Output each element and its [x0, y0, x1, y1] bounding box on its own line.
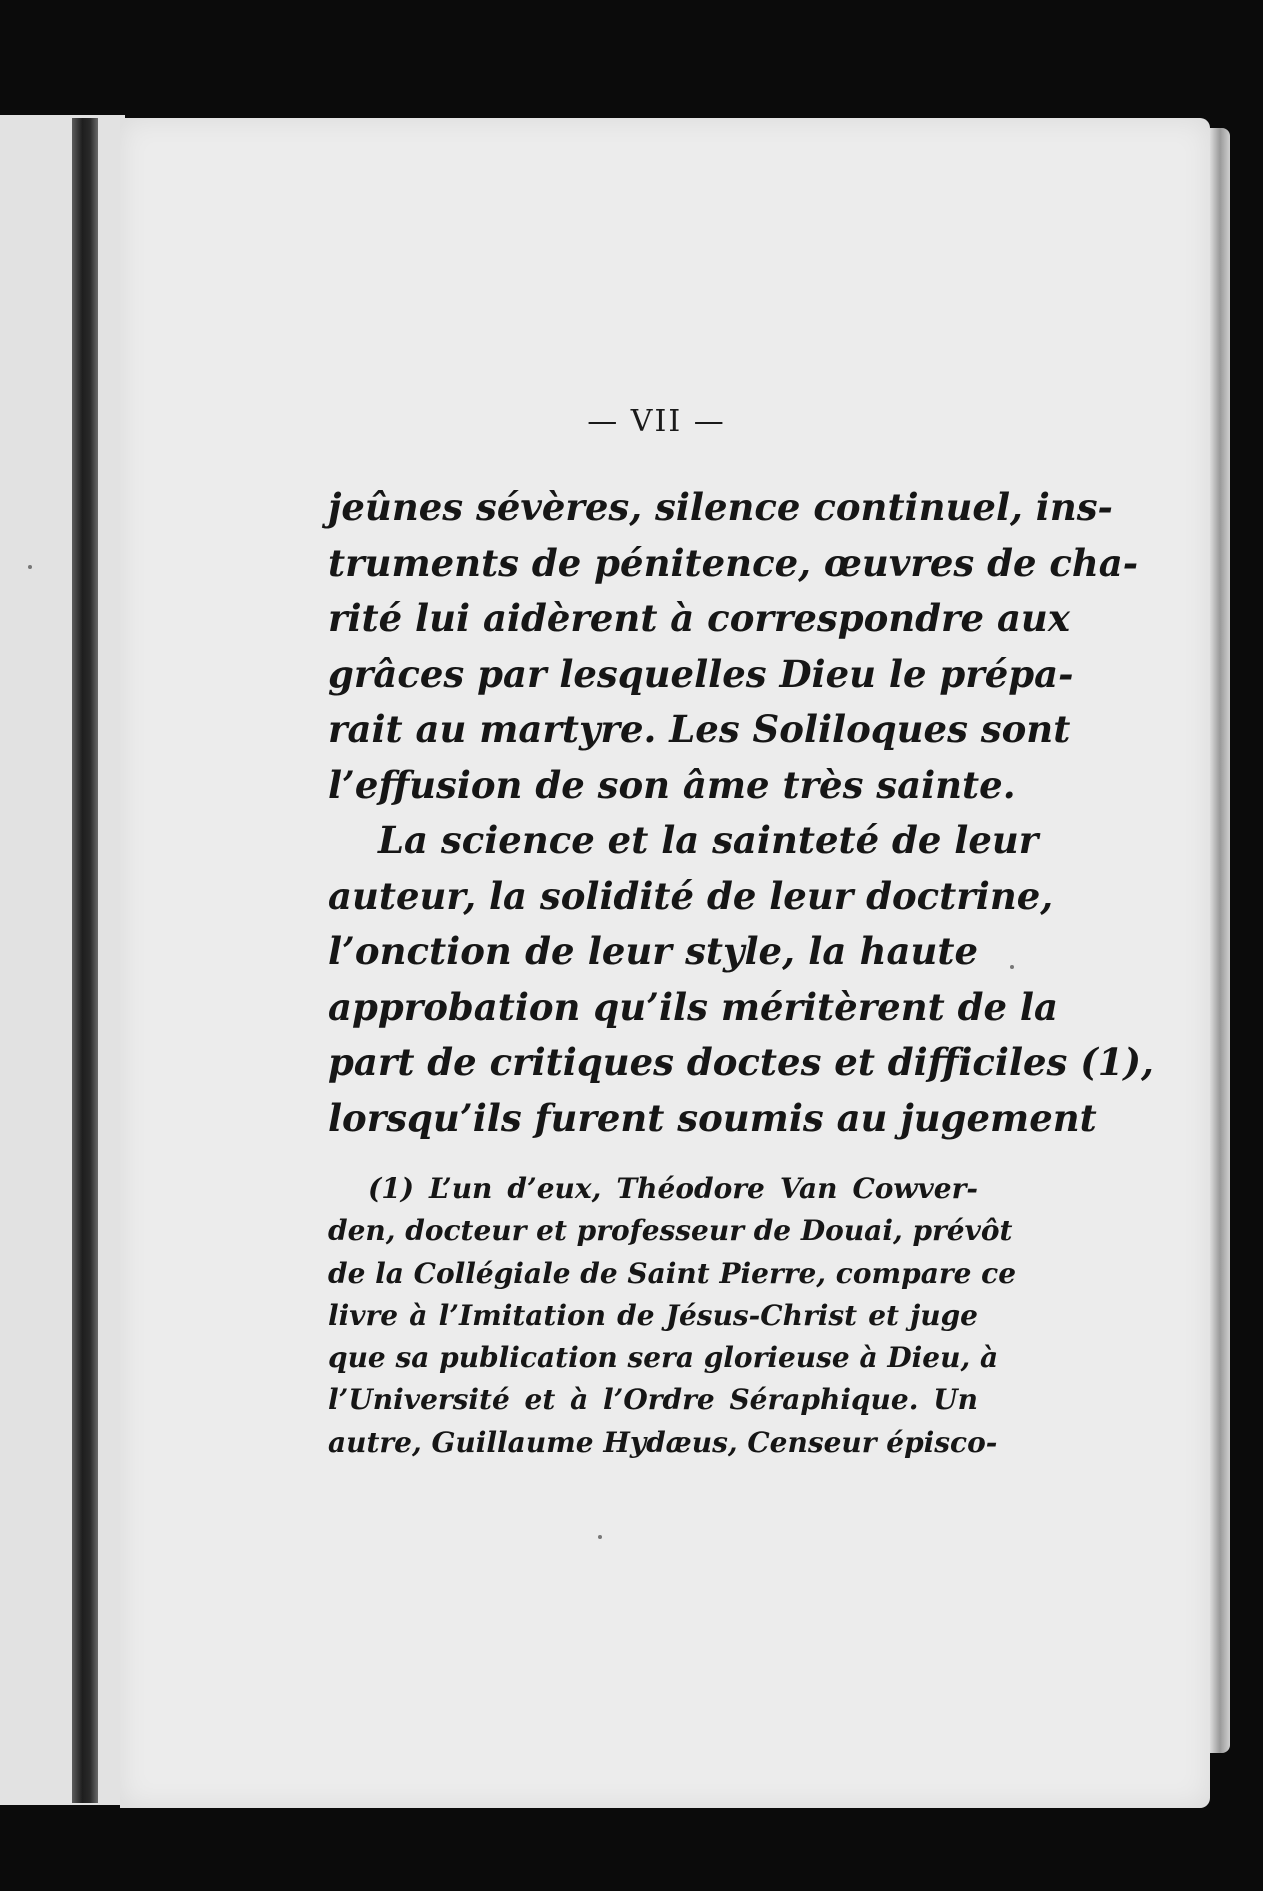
page-number: — VII —: [587, 404, 726, 439]
footnote: [328, 1168, 1017, 1464]
footnote-line: autre, Guillaume Hydæus, Censeur épisco-: [328, 1425, 998, 1459]
paper-speck: [1010, 965, 1014, 969]
body-line: auteur, la solidité de leur doctrine,: [328, 873, 1054, 918]
body-line: grâces par lesquelles Dieu le prépa-: [328, 651, 1074, 696]
book-gutter: [72, 118, 98, 1803]
body-line: l’onction de leur style, la haute: [328, 929, 978, 973]
body-line: rité lui aidèrent à correspondre aux: [328, 596, 1070, 640]
body-line: l’effusion de son âme très sainte.: [328, 762, 1016, 807]
body-line: La science et la sainteté de leur: [378, 818, 1039, 862]
footnote-line: (1) L’un d’eux, Théodore Van Cowver-: [368, 1172, 978, 1205]
footnote-line: livre à l’Imitation de Jésus-Christ et juge: [328, 1298, 978, 1332]
body-line: rait au martyre. Les Soliloques sont: [328, 707, 1071, 751]
body-line: approbation qu’ils méritèrent de la: [328, 984, 1058, 1029]
body-line: truments de pénitence, œuvres de cha-: [328, 540, 1139, 585]
left-facing-page: [0, 115, 125, 1805]
body-line: lorsqu’ils furent soumis au jugement: [328, 1095, 1097, 1140]
footnote-line: den, docteur et professeur de Douai, prévôt: [328, 1214, 1013, 1248]
footnote-line: que sa publication sera glorieuse à Dieu, à: [328, 1341, 999, 1375]
footnote-line: de la Collégiale de Saint Pierre, compare ce: [328, 1256, 1017, 1290]
footnote-line: l’Université et à l’Ordre Séraphique. Un: [328, 1383, 978, 1417]
body-line: part de critiques doctes et difficiles (1),: [328, 1040, 1154, 1084]
body-line: jeûnes sévères, silence continuel, ins-: [328, 485, 1113, 529]
body-text: [328, 480, 1154, 1146]
paper-speck: [598, 1535, 602, 1539]
paper-speck: [28, 565, 32, 569]
